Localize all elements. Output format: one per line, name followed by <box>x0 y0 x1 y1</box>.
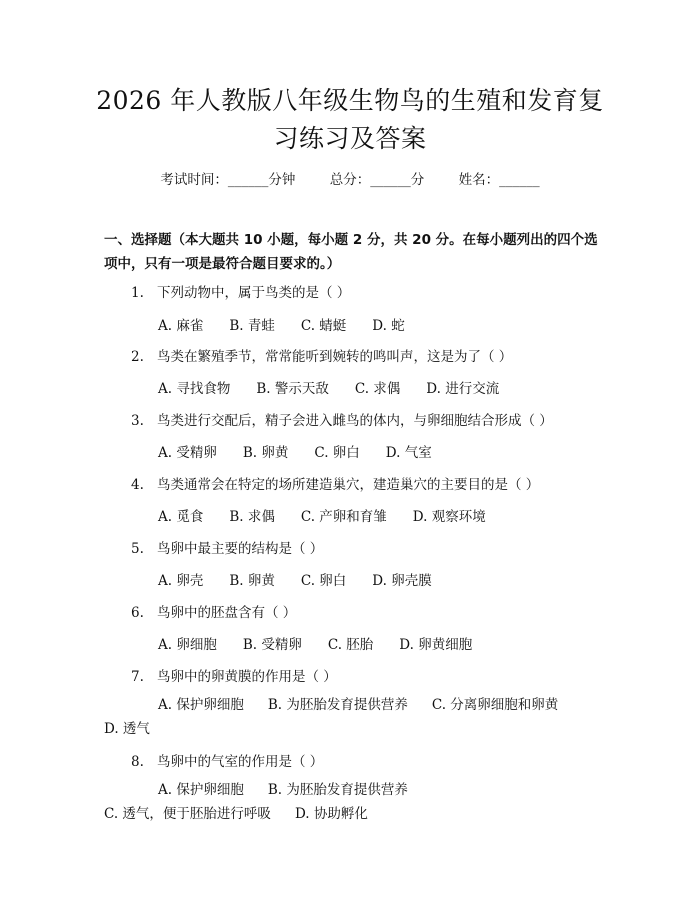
option-b[interactable]: B. 青蛙 <box>229 318 275 334</box>
option-a[interactable]: A. 麻雀 <box>158 318 204 334</box>
question-5 <box>131 537 323 557</box>
option-c[interactable]: C. 胚胎 <box>327 637 374 653</box>
question-3 <box>131 409 553 429</box>
question-number: 2. <box>131 349 144 365</box>
question-6-options <box>158 633 498 653</box>
option-d[interactable]: D. 蛇 <box>372 318 405 334</box>
title-line-2: 习练习及答案 <box>273 124 427 153</box>
option-b[interactable]: B. 求偶 <box>229 509 275 525</box>
option-a[interactable]: A. 卵壳 <box>158 573 204 589</box>
page-title <box>60 82 640 158</box>
student-name-label: 姓名：______ <box>458 172 540 188</box>
section-heading: 一、选择题（本大题共 10 小题，每小题 2 分，共 20 分。在每小题列出的四个选项中，只有一项是最符合题目要求的。） <box>104 232 598 272</box>
total-score-label: 总分：______分 <box>329 172 425 188</box>
option-a[interactable]: A. 寻找食物 <box>158 381 231 397</box>
option-d[interactable]: D. 观察环境 <box>412 509 486 525</box>
option-c[interactable]: C. 卵白 <box>314 445 360 461</box>
option-a[interactable]: A. 受精卵 <box>158 445 217 461</box>
option-c[interactable]: C. 求偶 <box>354 381 401 397</box>
option-b[interactable]: B. 卵黄 <box>229 573 275 589</box>
exam-time-label: 考试时间：______分钟 <box>160 172 296 188</box>
question-number: 8. <box>131 754 144 770</box>
question-number: 6. <box>131 605 144 621</box>
question-text: 鸟类在繁殖季节，常常能听到婉转的鸣叫声，这是为了（ ） <box>157 349 513 365</box>
title-line-1: 2026 年人教版八年级生物鸟的生殖和发育复 <box>96 86 604 115</box>
option-c[interactable]: C. 产卵和育雏 <box>300 509 387 525</box>
question-text: 鸟卵中最主要的结构是（ ） <box>157 541 324 557</box>
question-3-options <box>158 441 458 461</box>
option-a[interactable]: A. 保护卵细胞 <box>158 782 244 798</box>
question-text: 鸟卵中的卵黄膜的作用是（ ） <box>157 669 337 685</box>
option-d[interactable]: D. 协助孵化 <box>294 806 368 822</box>
option-c[interactable]: C. 卵白 <box>300 573 347 589</box>
option-c[interactable]: C. 分离卵细胞和卵黄 <box>431 697 559 713</box>
question-6 <box>131 601 296 621</box>
question-number: 4. <box>131 477 144 493</box>
question-1-options <box>158 314 431 334</box>
question-number: 5. <box>131 541 144 557</box>
question-text: 鸟类通常会在特定的场所建造巢穴，建造巢穴的主要目的是（ ） <box>157 477 540 493</box>
question-text: 鸟卵中的气室的作用是（ ） <box>157 754 324 770</box>
question-4-options <box>158 505 512 525</box>
question-7-options <box>104 693 604 741</box>
option-a[interactable]: A. 保护卵细胞 <box>158 697 244 713</box>
question-7 <box>131 665 337 685</box>
option-b[interactable]: B. 为胚胎发育提供营养 <box>267 782 408 798</box>
question-2-options <box>158 377 525 397</box>
question-number: 3. <box>131 413 144 429</box>
option-b[interactable]: B. 为胚胎发育提供营养 <box>267 697 408 713</box>
option-b[interactable]: B. 卵黄 <box>242 445 289 461</box>
question-number: 7. <box>131 669 144 685</box>
question-text: 鸟类进行交配后，精子会进入雌鸟的体内，与卵细胞结合形成（ ） <box>157 413 553 429</box>
question-4 <box>131 473 539 493</box>
question-text: 鸟卵中的胚盘含有（ ） <box>157 605 297 621</box>
option-d[interactable]: D. 卵壳膜 <box>372 573 432 589</box>
question-2 <box>131 345 512 365</box>
option-b[interactable]: B. 警示天敌 <box>256 381 329 397</box>
option-a[interactable]: A. 觅食 <box>158 509 204 525</box>
question-8 <box>131 750 323 770</box>
option-d[interactable]: D. 气室 <box>385 445 432 461</box>
question-number: 1. <box>131 285 144 301</box>
option-b[interactable]: B. 受精卵 <box>242 637 302 653</box>
question-8-options <box>104 778 604 826</box>
question-1 <box>131 281 350 301</box>
exam-meta <box>0 168 700 188</box>
option-d[interactable]: D. 透气 <box>104 721 150 737</box>
option-c[interactable]: C. 透气，便于胚胎进行呼吸 <box>104 806 271 822</box>
option-d[interactable]: D. 进行交流 <box>426 381 500 397</box>
option-a[interactable]: A. 卵细胞 <box>158 637 217 653</box>
option-d[interactable]: D. 卵黄细胞 <box>399 637 473 653</box>
question-5-options <box>158 569 458 589</box>
option-c[interactable]: C. 蜻蜓 <box>300 318 347 334</box>
question-text: 下列动物中，属于鸟类的是（ ） <box>157 285 351 301</box>
